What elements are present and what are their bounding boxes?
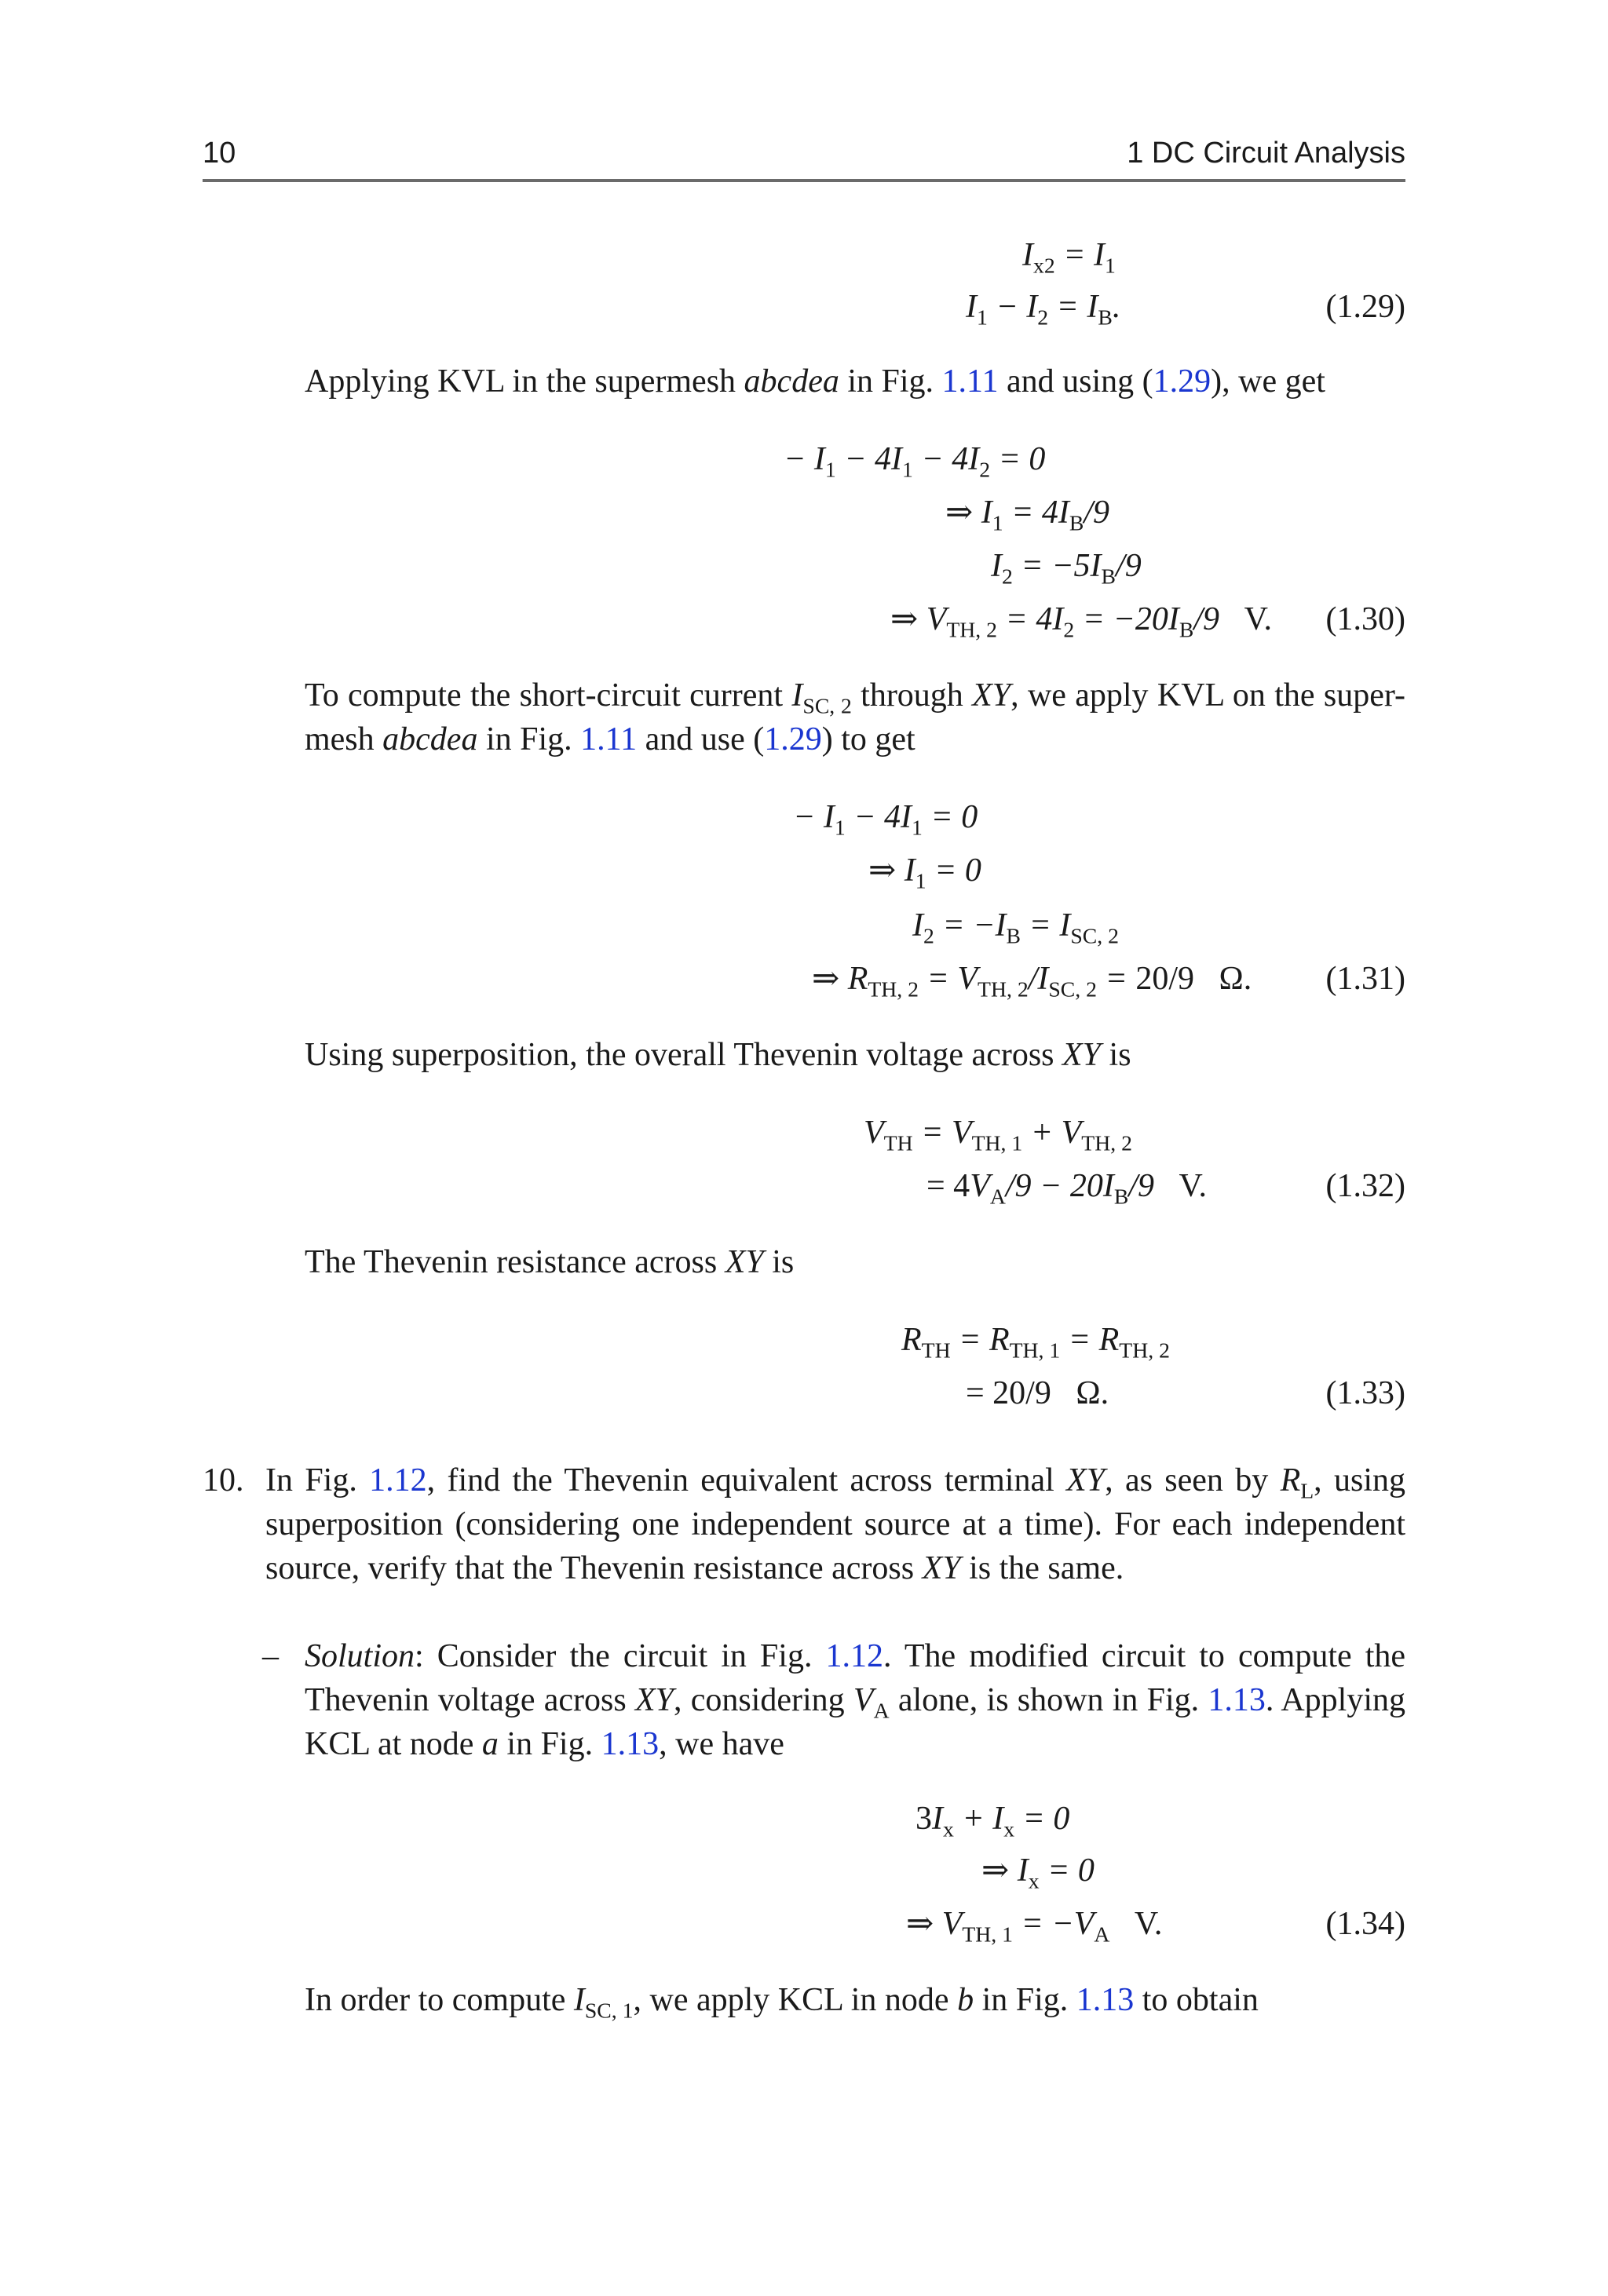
paragraph: The Thevenin resistance across XY is [305,1244,795,1280]
figure-link[interactable]: 1.13 [1076,1982,1135,2018]
equation-number: (1.30) [1325,601,1405,637]
figure-link[interactable]: 1.13 [601,1726,660,1762]
paragraph: Applying KVL in the supermesh abcdea in Fig. 1.11 and using (1.29), we get [305,363,1325,400]
equation-number: (1.32) [1325,1168,1405,1204]
equation-line: $I_{x2} = I_1$ [1022,237,1116,278]
running-head [203,135,1405,182]
equation-line: $I_2 = -5I_B/9$ [991,548,1142,589]
equation-line: $I_1 - I_2 = I_B$. (1.29) [203,281,1405,333]
equation-line: ⇒ $I_1 = 4I_B/9$ [945,495,1110,535]
problem-number: 10. [203,1462,244,1498]
equation-line: ⇒ $V_{TH, 2} = 4I_2 = -20I_B/9$ V. (1.30) [203,593,1405,645]
equation-line: ⇒ $V_{TH, 1} = -V_A$ V. (1.34) [203,1898,1405,1950]
equation-line: = $4V_A/9 - 20I_B/9$ V. (1.32) [203,1160,1405,1212]
problem-statement: In Fig. 1.12, find the Thevenin equivalent across terminal XY, as seen by $R_L$, using superposition (considering one independent source at a time). For each independent source, verify that the Thevenin resistance across XY is the same. [265,1462,1406,1586]
equation-link[interactable]: 1.29 [764,721,822,757]
solution-paragraph: Solution: Consider the circuit in Fig. 1.12. The modified circuit to compute the Thevenin voltage across XY, considering $V_A$ alone, is shown in Fig. 1.13. Applying KCL at node a in Fig. 1.13, we have [305,1638,1406,1762]
equation-link[interactable]: 1.29 [1153,363,1211,400]
equation-line: ⇒ $R_{TH, 2} = V_{TH, 2}/I_{SC, 2} = 20/9$ Ω. (1.31) [203,953,1405,1005]
page-number: 10 [203,137,236,170]
figure-link[interactable]: 1.12 [369,1462,427,1498]
equation-line: $3I_x + I_x = 0$ [915,1801,1070,1842]
paragraph: In order to compute $I_{SC, 1}$, we apply KCL in node b in Fig. 1.13 to obtain [305,1982,1259,2023]
equation-number: (1.31) [1325,961,1405,997]
equation-line: $R_{TH} = R_{TH, 1} = R_{TH, 2}$ [901,1322,1170,1363]
paragraph: Using superposition, the overall Thevenin voltage across XY is [305,1037,1131,1073]
equation-line: $V_{TH} = V_{TH, 1} + V_{TH, 2}$ [864,1115,1132,1155]
equation-line: $I_2 = -I_B = I_{SC, 2}$ [912,907,1119,948]
equation-line: − $I_1 - 4I_1 = 0$ [793,799,978,840]
equation-line: ⇒ $I_x = 0$ [981,1852,1095,1893]
equation-line: ⇒ $I_1 = 0$ [868,852,981,893]
figure-link[interactable]: 1.11 [941,363,999,400]
equation-line: − $I_1 - 4I_1 - 4I_2 = 0$ [784,441,1046,482]
chapter-title: 1 DC Circuit Analysis [1127,137,1405,170]
figure-link[interactable]: 1.12 [825,1638,884,1674]
equation-line: = 20/9 Ω. (1.33) [203,1367,1405,1419]
list-dash: – [262,1638,279,1674]
figure-link[interactable]: 1.13 [1208,1682,1266,1718]
equation-number: (1.29) [1325,289,1405,325]
paragraph: To compute the short-circuit current $I_{SC, 2}$ through XY, we apply KVL on the super-mesh abcdea in Fig. 1.11 and use (1.29) to get [305,677,1405,757]
equation-number: (1.34) [1325,1906,1405,1942]
figure-link[interactable]: 1.11 [580,721,638,757]
equation-number: (1.33) [1325,1375,1405,1411]
